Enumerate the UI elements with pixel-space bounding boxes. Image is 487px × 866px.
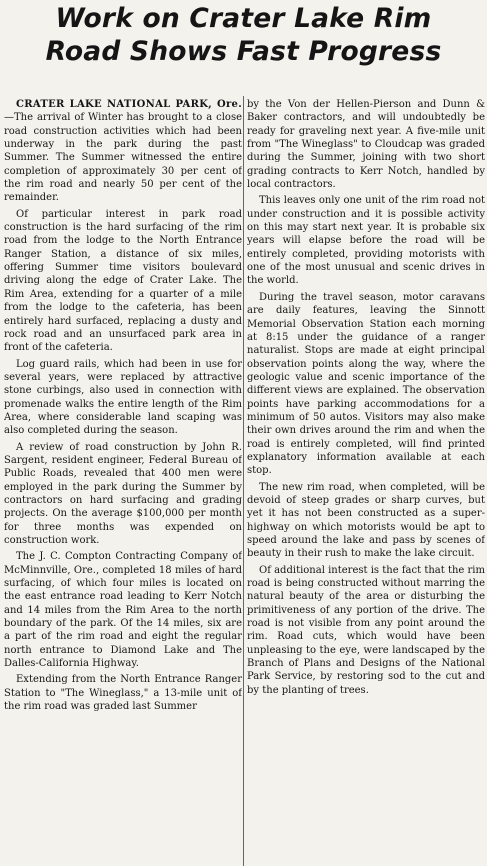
article-paragraph: Of additional interest is the fact that the rim road is being constructed without marring the natural beauty of the area or disturbing the primitiveness of any portion of the drive. The road is not visible from any point around the rim. Road cuts, which would have been unpleasing to the eye, were landscaped by the Branch of Plans and Designs of the National Park Service, by restoring sod to the cut and by the planting of trees. bbox=[247, 564, 485, 696]
headline-line-1: Work on Crater Lake Rim bbox=[55, 3, 432, 34]
dateline: CRATER LAKE NATIONAL PARK, Ore. bbox=[16, 99, 242, 110]
article-paragraph: Of particular interest in park road construction is the hard surfacing of the rim road from the lodge to the North Entrance Ranger Station, a distance of six miles, offering Summer time visitors boulevard driving along the edge of Crater Lake. The Rim Area, extending for a quarter of a mile from the lodge to the cafeteria, has been entirely hard surfaced, replacing a dusty and rock road and an unsurfaced park area in front of the cafeteria. bbox=[4, 208, 242, 354]
column-divider bbox=[243, 96, 244, 866]
headline-line-2: Road Shows Fast Progress bbox=[45, 36, 442, 67]
article-paragraph: This leaves only one unit of the rim road not under construction and it is possible activity on this may start next year. It is probable six years will elapse before the road will be entirely completed, providing motorists with one of the most unusual and scenic drives in the world. bbox=[247, 195, 485, 287]
article-paragraph: During the travel season, motor caravans are daily features, leaving the Sinnott Memorial Observation Station each morning at 8:15 under the guidance of a ranger naturalist. Stops are made at eight principal observation points along the way, where the geologic value and scenic importance of the different views are explained. The observation points have parking accommodations for a minimum of 50 autos. Visitors may also make their own drives around the rim and when the road is entirely completed, will find printed explanatory information available at each stop. bbox=[247, 291, 485, 477]
article-paragraph bbox=[4, 98, 242, 205]
article-paragraph: The J. C. Compton Contracting Company of McMinnville, Ore., completed 18 miles of hard surfacing, of which four miles is located on the east entrance road leading to Kerr Notch and 14 miles from the Rim Area to the north boundary of the park. Of the 14 miles, six are a part of the rim road and eight the regular north entrance to Diamond Lake and The Dalles-California Highway. bbox=[4, 551, 242, 670]
article-paragraph: A review of road construction by John R. Sargent, resident engineer, Federal Bureau of Public Roads, revealed that 400 men were employed in the park during the Summer by contractors on hard surfacing and grading projects. On the average $100,000 per month for three months was expended on construction work. bbox=[4, 441, 242, 546]
headline bbox=[4, 2, 483, 68]
article-column-left bbox=[4, 98, 242, 866]
article-column-right bbox=[247, 98, 485, 866]
article-paragraph: Log guard rails, which had been in use for several years, were replaced by attractive stone curbings, also used in connection with promenade walks the entire length of the Rim Area, where considerable land scaping was also completed during the season. bbox=[4, 358, 242, 437]
article-paragraph: Extending from the North Entrance Ranger Station to "The Wineglass," a 13-mile unit of the rim road was graded last Summer bbox=[4, 674, 242, 713]
paragraph-text: —The arrival of Winter has brought to a close road construction activities which had been underway in the park during the past Summer. The Summer witnessed the entire completion of approximately 30 per cent of the rim road and nearly 50 per cent of the remainder. bbox=[4, 112, 242, 204]
article-paragraph: by the Von der Hellen-Pierson and Dunn & Baker contractors, and will undoubtedly be ready for graveling next year. A five-mile unit from "The Wineglass" to Cloudcap was graded during the Summer, joining with two short grading contracts to Kerr Notch, handled by local contractors. bbox=[247, 99, 485, 191]
article-paragraph: The new rim road, when completed, will be devoid of steep grades or sharp curves, but yet it has not been constructed as a super-highway on which motorists would be apt to speed around the lake and pass by scenes of beauty in their rush to make the lake circuit. bbox=[247, 481, 485, 560]
